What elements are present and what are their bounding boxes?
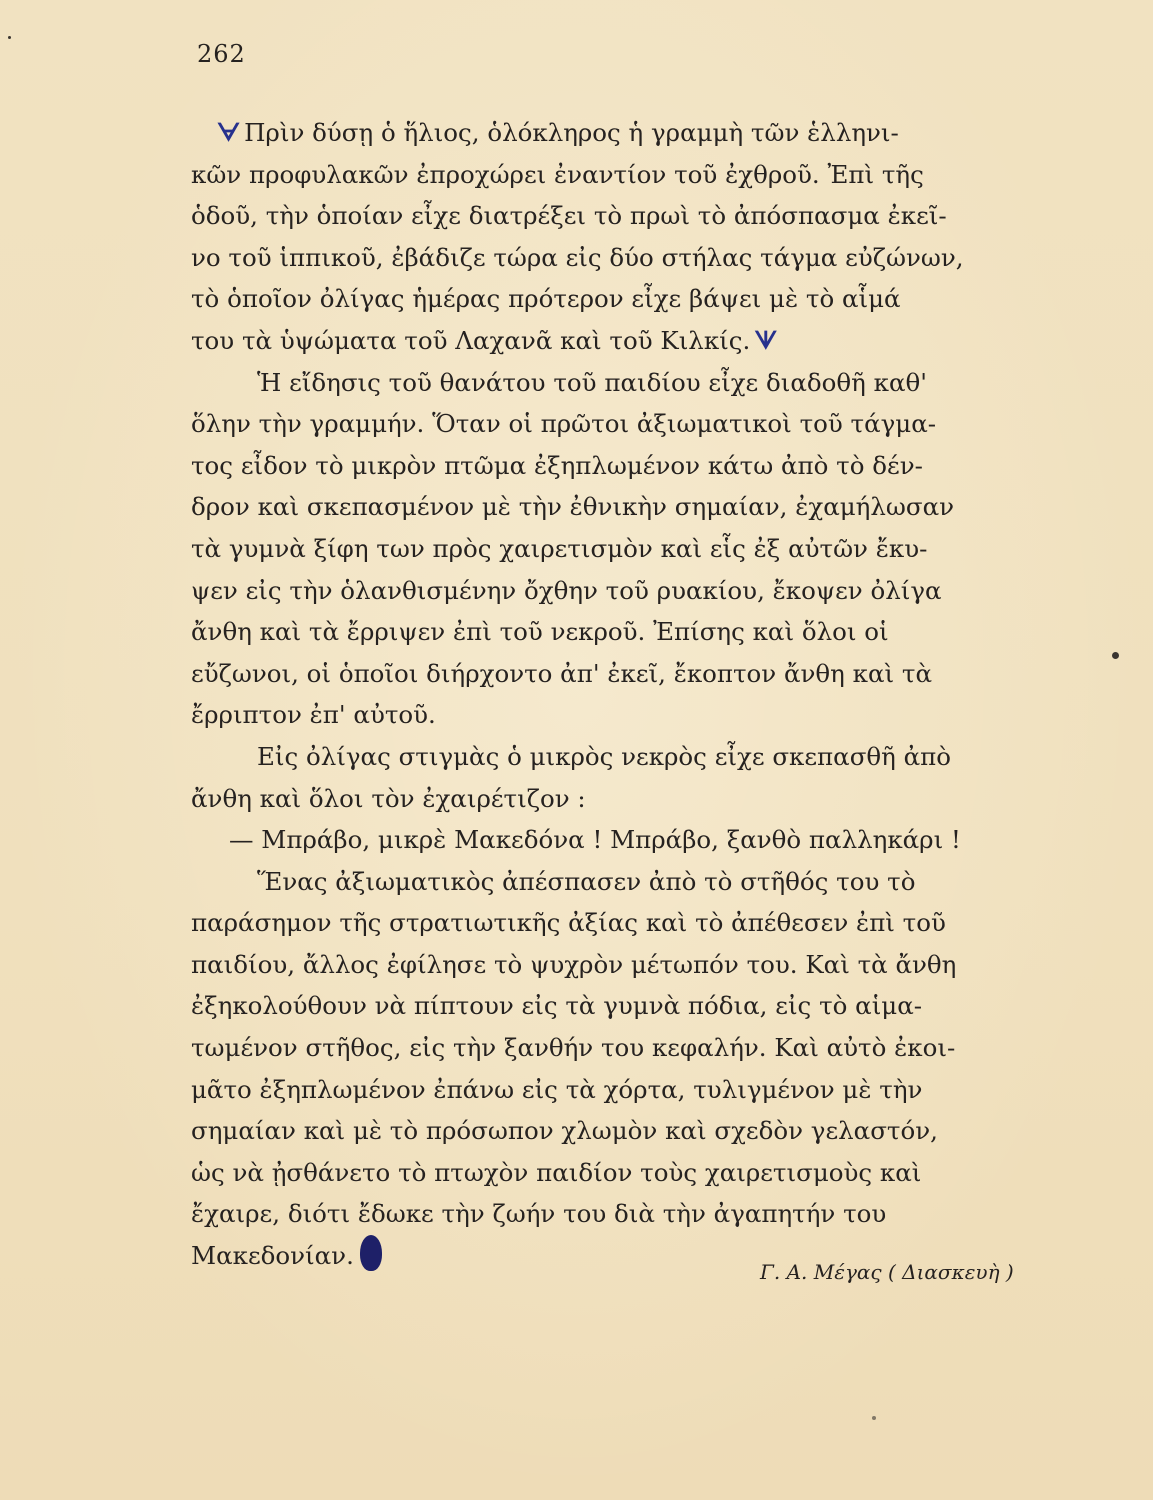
text-line	[191, 1152, 1033, 1194]
line-text: ὁδοῦ, τὴν ὁποίαν εἶχε διατρέξει τὸ πρωὶ τὸ ἀπόσπασμα ἐκεῖ-	[191, 201, 947, 231]
author-signature: Γ. Α. Μέγας ( Διασκευὴ )	[760, 1260, 1014, 1284]
text-line	[191, 445, 1033, 487]
line-text: νο τοῦ ἱππικοῦ, ἐβάδιζε τώρα εἰς δύο στήλας τάγμα εὐζώνων,	[191, 242, 964, 272]
text-line	[191, 154, 1033, 196]
text-line	[191, 195, 1033, 237]
text-line	[191, 237, 1033, 279]
text-line	[191, 1110, 1033, 1152]
text-line	[191, 362, 1033, 404]
line-text: — Μπράβο, μικρὲ Μακεδόνα ! Μπράβο, ξανθὸ παλληκάρι !	[229, 825, 961, 855]
line-text: ψεν εἰς τὴν ὁλανθισμένην ὄχθην τοῦ ρυακίου, ἔκοψεν ὀλίγα	[191, 575, 942, 605]
paper-speck	[872, 1416, 876, 1420]
line-text: ἄνθη καὶ τὰ ἔρριψεν ἐπὶ τοῦ νεκροῦ. Ἐπίσης καὶ ὅλοι οἱ	[191, 617, 889, 647]
text-line	[191, 528, 1033, 570]
body-text	[191, 112, 1033, 1277]
line-text: ἐξηκολούθουν νὰ πίπτουν εἰς τὰ γυμνὰ πόδια, εἰς τὸ αἱμα-	[191, 991, 923, 1021]
start-pen-mark-icon: ᗄ	[217, 118, 241, 147]
line-text: παράσημον τῆς στρατιωτικῆς ἀξίας καὶ τὸ ἀπέθεσεν ἐπὶ τοῦ	[191, 908, 946, 938]
text-line	[191, 1027, 1033, 1069]
line-text: Μακεδονίαν.	[191, 1241, 354, 1271]
text-line	[191, 486, 1033, 528]
text-line	[191, 278, 1033, 320]
text-line	[191, 944, 1033, 986]
line-text: μᾶτο ἐξηπλωμένον ἐπάνω εἰς τὰ χόρτα, τυλιγμένον μὲ τὴν	[191, 1074, 923, 1104]
text-line	[191, 112, 1033, 154]
line-text: Ἡ εἴδησις τοῦ θανάτου τοῦ παιδίου εἶχε διαδοθῆ καθ'	[257, 367, 927, 397]
line-text: παιδίου, ἄλλος ἐφίλησε τὸ ψυχρὸν μέτωπόν του. Καὶ τὰ ἄνθη	[191, 949, 957, 979]
line-text: ἔρριπτον ἐπ' αὐτοῦ.	[191, 700, 436, 730]
text-line	[191, 861, 1033, 903]
dialogue-line	[191, 819, 1033, 861]
line-text: ἄνθη καὶ ὅλοι τὸν ἐχαιρέτιζον :	[191, 783, 586, 813]
line-text: ὡς νὰ ᾐσθάνετο τὸ πτωχὸν παιδίον τοὺς χαιρετισμοὺς καὶ	[191, 1157, 922, 1187]
line-text: τὰ γυμνὰ ξίφη των πρὸς χαιρετισμὸν καὶ εἷς ἐξ αὐτῶν ἔκυ-	[191, 533, 928, 563]
paper-speck	[1112, 652, 1119, 659]
text-line	[191, 694, 1033, 736]
text-line	[191, 570, 1033, 612]
paper-speck	[8, 36, 11, 39]
line-text: τος εἶδον τὸ μικρὸν πτῶμα ἐξηπλωμένον κάτω ἀπὸ τὸ δέν-	[191, 450, 923, 480]
text-line	[191, 320, 1033, 362]
text-line	[191, 1069, 1033, 1111]
text-line	[191, 1193, 1033, 1235]
text-line	[191, 403, 1033, 445]
ink-blot-icon	[360, 1235, 382, 1271]
text-line	[191, 985, 1033, 1027]
line-text: Πρὶν δύσῃ ὁ ἥλιος, ὁλόκληρος ἡ γραμμὴ τῶν ἑλληνι-	[244, 118, 899, 147]
line-text: Ἕνας ἀξιωματικὸς ἀπέσπασεν ἀπὸ τὸ στῆθός του τὸ	[257, 866, 916, 896]
line-text: ὅλην τὴν γραμμήν. Ὅταν οἱ πρῶτοι ἀξιωματικοὶ τοῦ τάγμα-	[191, 409, 937, 439]
text-line	[191, 902, 1033, 944]
line-text: τὸ ὁποῖον ὀλίγας ἡμέρας πρότερον εἶχε βάψει μὲ τὸ αἷμά	[191, 284, 901, 314]
line-text: Εἰς ὀλίγας στιγμὰς ὁ μικρὸς νεκρὸς εἶχε σκεπασθῆ ἀπὸ	[257, 741, 952, 771]
line-text: του τὰ ὑψώματα τοῦ Λαχανᾶ καὶ τοῦ Κιλκίς.	[191, 325, 751, 355]
line-text: τωμένον στῆθος, εἰς τὴν ξανθήν του κεφαλήν. Καὶ αὐτὸ ἐκοι-	[191, 1033, 956, 1063]
line-text: κῶν προφυλακῶν ἐπροχώρει ἐναντίον τοῦ ἐχθροῦ. Ἐπὶ τῆς	[191, 159, 924, 189]
line-text: ἔχαιρε, διότι ἔδωκε τὴν ζωήν του διὰ τὴν ἀγαπητήν του	[191, 1199, 887, 1229]
end-pen-mark-icon: ᗐ	[754, 325, 778, 355]
text-line	[191, 611, 1033, 653]
text-line	[191, 653, 1033, 695]
page-number: 262	[197, 40, 246, 68]
line-text: εὔζωνοι, οἱ ὁποῖοι διήρχοντο ἀπ' ἐκεῖ, ἔκοπτον ἄνθη καὶ τὰ	[191, 658, 932, 688]
text-line	[191, 778, 1033, 820]
line-text: δρον καὶ σκεπασμένον μὲ τὴν ἐθνικὴν σημαίαν, ἐχαμήλωσαν	[191, 492, 955, 522]
line-text: σημαίαν καὶ μὲ τὸ πρόσωπον χλωμὸν καὶ σχεδὸν γελαστόν,	[191, 1116, 938, 1146]
text-line	[191, 736, 1033, 778]
